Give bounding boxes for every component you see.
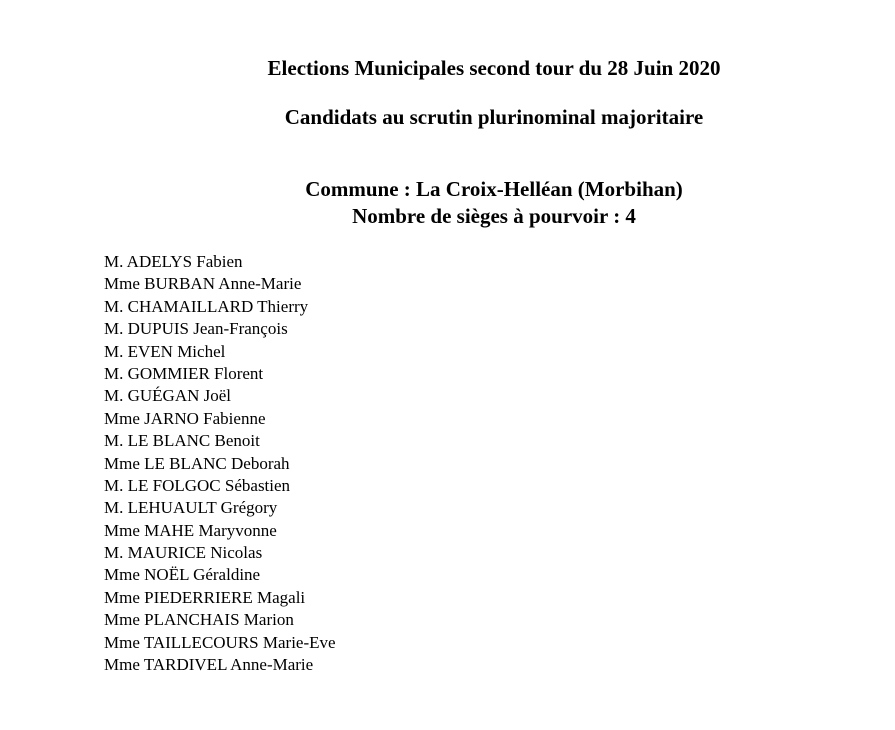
- candidate-item: M. LEHUAULT Grégory: [104, 498, 278, 518]
- candidate-item: Mme BURBAN Anne-Marie: [104, 274, 302, 294]
- candidate-item: M. ADELYS Fabien: [104, 252, 243, 271]
- candidate-item: M. EVEN Michel: [104, 341, 226, 361]
- candidate-item: M. CHAMAILLARD Thierry: [104, 296, 309, 316]
- commune-heading: Commune : La Croix-Helléan (Morbihan): [305, 177, 683, 201]
- candidate-item: Mme MAHE Maryvonne: [104, 520, 277, 540]
- candidate-item: M. GUÉGAN Joël: [104, 386, 232, 406]
- candidate-item: Mme LE BLANC Deborah: [104, 453, 290, 473]
- candidate-item: Mme JARNO Fabienne: [104, 408, 266, 428]
- candidate-item: Mme PIEDERRIERE Magali: [104, 587, 306, 607]
- document-subtitle: Candidats au scrutin plurinominal majoritaire: [284, 105, 704, 129]
- candidate-item: Mme NOËL Géraldine: [104, 565, 261, 585]
- document-title: Elections Municipales second tour du 28 Juin 2020: [267, 56, 721, 80]
- candidate-item: M. MAURICE Nicolas: [104, 543, 263, 563]
- seats-heading: Nombre de sièges à pourvoir : 4: [352, 204, 636, 228]
- candidate-list: [104, 251, 336, 676]
- candidate-item: M. DUPUIS Jean-François: [104, 319, 288, 339]
- candidate-item: M. GOMMIER Florent: [104, 363, 264, 383]
- candidate-item: M. LE BLANC Benoit: [104, 431, 260, 451]
- candidate-item: Mme PLANCHAIS Marion: [104, 610, 294, 630]
- candidate-item: M. LE FOLGOC Sébastien: [104, 475, 291, 495]
- candidate-item: Mme TARDIVEL Anne-Marie: [104, 655, 314, 675]
- candidate-item: Mme TAILLECOURS Marie-Eve: [104, 632, 336, 652]
